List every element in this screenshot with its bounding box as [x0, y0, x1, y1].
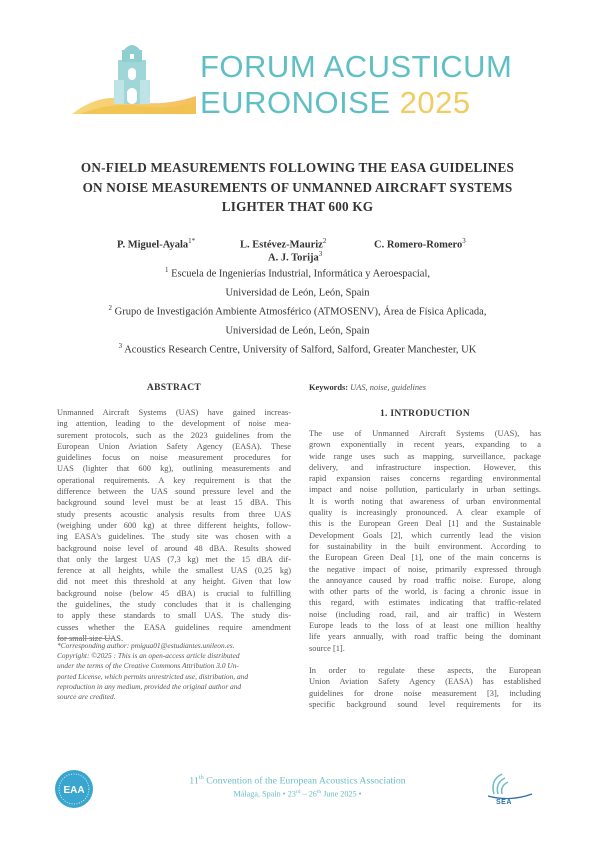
intro-paragraph-1: [309, 428, 541, 654]
affiliation-line: $^2$ Grupo de Investigación Ambiente Atmosférico (ATMOSENV), Área de Física Aplicada,: [108, 304, 487, 318]
intro-paragraph-2: [309, 665, 541, 710]
affiliations: [40, 263, 555, 358]
abstract-heading: ABSTRACT: [146, 383, 202, 393]
section-heading-introduction: 1. INTRODUCTION: [379, 409, 470, 419]
intro-line: specific background sound level requirements for its: [309, 699, 541, 709]
abstract-line: background sound level must be at least 15 dBA. This: [57, 498, 291, 508]
intro-line: rapid expansion raises concerns regarding environmental: [309, 474, 541, 484]
intro-line: life years annually, with road traffic being the dominant: [309, 632, 541, 642]
affiliation-line: $^3$ Acoustics Research Centre, University of Salford, Salford, Greater Manchester, UK: [118, 342, 477, 356]
abstract-line: cusses whether the EASA guidelines require amendment: [57, 622, 291, 632]
author: [117, 237, 195, 251]
abstract-line: did not meet this threshold at any height. Given that low: [57, 577, 291, 587]
brand-title-line2: [200, 86, 471, 120]
abstract-line: background noise (below 45 dBA) is crucial to fulfilling: [57, 588, 291, 598]
author-sup: 3: [318, 250, 323, 258]
right-column: [309, 383, 541, 710]
abstract-line: ing EASA's guidelines. The study site was chosen with a: [57, 532, 291, 542]
intro-line: for sustainability in the built environment. According to: [309, 541, 541, 551]
footer-convention: 11th Convention of the European Acoustics Association: [189, 774, 406, 787]
abstract-text: [57, 407, 291, 644]
brand-word: EURONOISE: [200, 85, 400, 120]
brand-title-line1: FORUM ACUSTICUM: [200, 49, 513, 84]
abstract-line: (weighing under 600 kg) at three different heights, follow-: [57, 520, 291, 530]
author: [268, 250, 322, 264]
footnote-rule: [57, 638, 115, 639]
intro-line: noise (including road, rail, and air traffic) in Western: [309, 609, 541, 619]
footnote-line: source are credited.: [57, 692, 116, 702]
forum-acusticum-logo: [70, 40, 198, 118]
abstract-line: to apply these standards to small UAS. The study dis-: [57, 611, 291, 621]
abstract-line: UAS (lighter that 600 kg), outlining measurements and: [57, 464, 291, 474]
intro-line: Europe leads to the loss of at least one million healthy: [309, 621, 541, 631]
abstract-line: for small size UAS.: [57, 633, 124, 643]
footnote-line: reproduction in any medium, provided the original author and: [57, 681, 242, 691]
intro-line: source [1].: [309, 643, 345, 653]
author-sup: 1*: [188, 237, 196, 245]
intro-line: In order to regulate these aspects, the European: [309, 665, 541, 675]
affiliation-line: Universidad de León, León, Spain: [225, 287, 370, 299]
intro-line: delivery, and infrastructure inspection. However, this: [309, 462, 541, 472]
author: [374, 237, 466, 251]
intro-line: quality is increasingly pronounced. A clear example of: [309, 508, 541, 518]
footnote-line: *Corresponding author: pmigua01@estudiantes.unileon.es.: [57, 641, 235, 650]
abstract-line: surement protocols, such as the 2023 guidelines from the: [57, 430, 291, 440]
affiliation-line: $^1$ Escuela de Ingenierías Industrial, Informática y Aeroespacial,: [164, 266, 430, 280]
intro-line: wide range uses such as mapping, surveillance, package: [309, 451, 541, 461]
author-name: L. Estévez-Mauriz: [240, 239, 323, 251]
intro-line: this is the European Green Deal [1] and the Sustainable: [309, 519, 541, 529]
eaa-logo-text: EAA: [63, 785, 85, 796]
abstract-line: ference at all heights, while the smallest UAS (0,25 kg): [57, 566, 291, 576]
abstract-line: difference between the UAS sound pressure level and the: [57, 487, 291, 497]
footer-place-date: Málaga, Spain • 23rd – 26th June 2025 •: [233, 789, 362, 799]
abstract-line: operational requirements. A key requirement is that the: [57, 475, 291, 485]
author-name: C. Romero-Romero: [374, 239, 463, 251]
intro-line: impact and noise pollution, particularly in urban settings.: [309, 485, 541, 495]
author-name: P. Miguel-Ayala: [117, 239, 189, 251]
intro-line: the European Green Deal [1], one of the main concerns is: [309, 553, 541, 563]
brand-year: 2025: [399, 85, 471, 120]
author-name: A. J. Torija: [268, 252, 319, 264]
intro-line: guidelines for drone noise measurement [3], including: [309, 688, 541, 698]
keywords-label: Keywords:: [309, 383, 349, 392]
intro-line: The use of Unmanned Aircraft Systems (UAS), has: [309, 429, 541, 438]
left-column: [57, 383, 291, 644]
intro-line: grown exponentially in recent years, expanding to a: [309, 440, 541, 450]
abstract-line: Unmanned Aircraft Systems (UAS) have gained increas-: [57, 408, 291, 417]
abstract-line: study presents acoustic analysis results from three UAS: [57, 509, 291, 519]
author-sup: 3: [462, 237, 466, 245]
paper-title: [40, 158, 555, 217]
abstract-line: European Union Aviation Safety Agency (EASA). These: [57, 441, 291, 451]
keywords: [309, 383, 541, 392]
affiliation-line: Universidad de León, León, Spain: [225, 325, 370, 337]
intro-line: with other parts of the world, is facing a chronic issue in: [309, 587, 541, 597]
footnote-line: under the terms of the Creative Commons Attribution 3.0 Un-: [57, 661, 239, 671]
intro-line: It is worth noting that awareness of urban environmental: [309, 496, 541, 506]
intro-line: Union Aviation Safety Agency (EASA) has established: [309, 677, 541, 687]
footnote-line: Copyright: ©2025 : This is an open-access article distributed: [57, 651, 240, 661]
abstract-line: that only the largest UAS (7,3 kg) met the 15 dBA dif-: [57, 554, 291, 564]
abstract-line: background noise level of around 48 dBA. Results showed: [57, 543, 291, 553]
intro-line: the annoyance caused by road traffic noise. Europe, along: [309, 575, 541, 585]
intro-line: the negative impact of noise, primarily expressed through: [309, 564, 541, 574]
author-sup: 2: [322, 237, 327, 245]
title-line: ON NOISE MEASUREMENTS OF UNMANNED AIRCRAFT SYSTEMS: [82, 179, 513, 195]
intro-line: this regard, with estimates indicating that traffic-related: [309, 598, 541, 608]
keywords-text: UAS, noise, guidelines: [348, 383, 427, 392]
eaa-logo: [54, 769, 94, 809]
footnote: [57, 641, 291, 702]
abstract-line: ing attention, leading to the development of noise mea-: [57, 419, 291, 429]
title-line: LIGHTER THAT 600 KG: [221, 199, 374, 214]
author: [240, 237, 326, 251]
abstract-line: the guidelines, the study concludes that it is challenging: [57, 600, 291, 610]
abstract-line: guidelines focus on noise measurement procedures for: [57, 453, 291, 463]
title-line: ON-FIELD MEASUREMENTS FOLLOWING THE EASA GUIDELINES: [80, 160, 515, 175]
intro-line: Development Goals [2], which currently lead the vision: [309, 530, 541, 540]
sea-logo-text: SEA: [496, 799, 512, 806]
footnote-line: ported License, which permits unrestricted use, distribution, and: [57, 671, 249, 681]
